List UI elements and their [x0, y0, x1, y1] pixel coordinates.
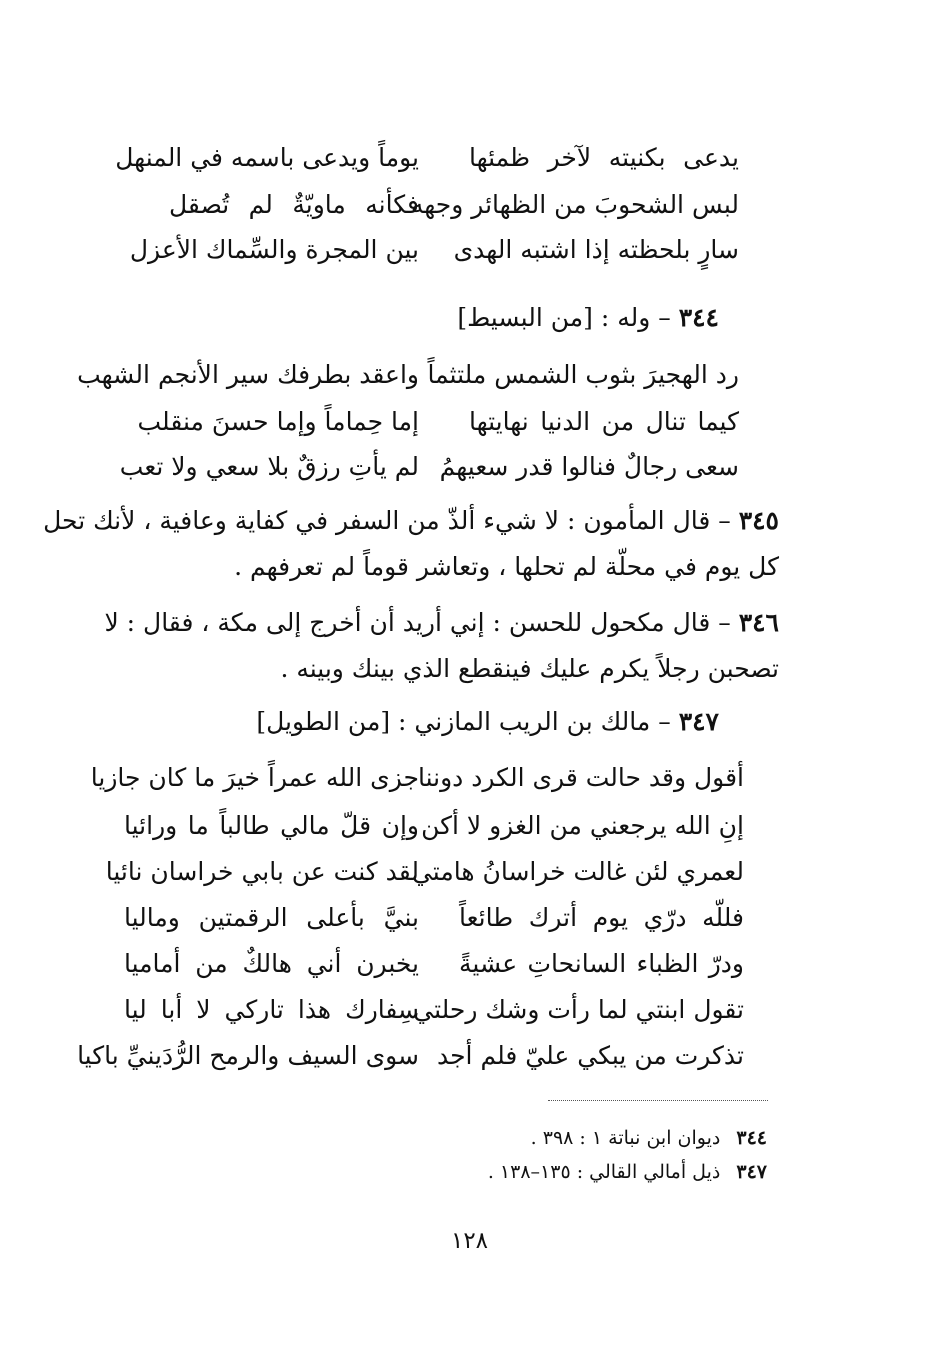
verse-second-hemistich: سوى السيف والرمح الرُّدَينيِّ باكيا: [77, 1041, 419, 1070]
verse-second-hemistich: يوماً ويدعى باسمه في المنهل: [115, 143, 419, 172]
footnote: [531, 1124, 767, 1152]
verse-line: [169, 185, 739, 225]
verse-second-hemistich: واعقد بطرفك سير الأنجم الشهب: [77, 360, 419, 389]
verse-second-hemistich: وإن قلّ مالي طالباً ما ورائيا: [124, 811, 419, 840]
verse-line: [77, 1036, 744, 1076]
verse-line: [124, 990, 744, 1030]
footnote-separator: [548, 1100, 768, 1101]
prose-line: تصحبن رجلاً يكرم عليك فينقطع الذي بينك وبينه .: [280, 654, 779, 683]
footnote-number: ٣٤٧: [736, 1161, 767, 1183]
entry-number: ٣٤٤: [678, 303, 719, 332]
verse-line: [105, 852, 744, 892]
verse-line: [90, 758, 744, 798]
verse-first-hemistich: ودرّ الظباء السانحاتِ عشيةً: [459, 949, 744, 978]
verse-line: [139, 402, 739, 442]
verse-line: [119, 447, 739, 487]
page-number: ١٢٨: [450, 1228, 489, 1254]
footnote: [488, 1158, 767, 1186]
verse-line: [124, 944, 744, 984]
prose-line: [43, 498, 779, 544]
verse-line: [129, 230, 739, 270]
verse-second-hemistich: لقد كنت عن بابي خراسان نائيا: [105, 857, 419, 886]
prose-line: [104, 600, 779, 646]
verse-first-hemistich: لعمري لئن غالت خراسانُ هامتي: [411, 857, 744, 886]
verse-second-hemistich: لم يأتِ رزقٌ بلا سعي ولا تعب: [119, 452, 419, 481]
verse-second-hemistich: يخبرن أني هالكٌ من أماميا: [124, 949, 419, 978]
verse-line: [124, 898, 744, 938]
verse-second-hemistich: جزى الله عمراً خيرَ ما كان جازيا: [90, 763, 419, 792]
verse-first-hemistich: إنِ الله يرجعني من الغزو لا أكن: [421, 811, 744, 840]
verse-first-hemistich: فللّه درّي يوم أترك طائعاً: [459, 903, 744, 932]
verse-first-hemistich: يدعى بكنيته لآخر ظمئها: [469, 143, 739, 172]
verse-line: [124, 806, 744, 846]
verse-second-hemistich: سِفارك هذا تاركي لا أبا ليا: [124, 995, 419, 1024]
prose-line: كل يوم في محلّة لم تحلها ، وتعاشر قوماً لم تعرفهم .: [234, 552, 779, 581]
verse-line: [115, 138, 739, 178]
footnote-text: ديوان ابن نباتة ١ : ٣٩٨ .: [530, 1127, 721, 1149]
verse-second-hemistich: إما حِماماً وإما حسنَ منقلب: [137, 407, 419, 436]
verse-first-hemistich: أقول وقد حالت قرى الكرد دوننا: [417, 763, 744, 792]
footnote-text: ذيل أمالي القالي : ١٣٥–١٣٨ .: [487, 1161, 721, 1183]
footnote-number: ٣٤٤: [736, 1127, 767, 1149]
verse-first-hemistich: تقول ابنتي لما رأت وشك رحلتي: [413, 995, 744, 1024]
verse-first-hemistich: سعى رجالٌ فنالوا قدر سعيهمُ: [439, 452, 739, 481]
entry-number: ٣٤٧: [678, 707, 719, 736]
verse-second-hemistich: بين المجرة والسِّماك الأعزل: [129, 235, 419, 264]
verse-first-hemistich: سارٍ بلحظته إذا اشتبه الهدى: [453, 235, 739, 264]
entry-number: ٣٤٦: [738, 608, 779, 637]
prose-paragraph-346: [104, 600, 779, 692]
entry-heading-347: [256, 702, 719, 742]
entry-heading-344: [457, 298, 719, 338]
verse-first-hemistich: لبس الشحوبَ من الظهائر وجهه: [410, 190, 739, 219]
entry-number: ٣٤٥: [738, 506, 779, 535]
entry-heading-text: – وله : [من البسيط]: [457, 303, 671, 332]
verse-first-hemistich: كيما تنال من الدنيا نهايتها: [469, 407, 739, 436]
prose-text: – قال المأمون : لا شيء ألذّ من السفر في كفاية وعافية ، لأنك تحل: [43, 506, 731, 535]
verse-line: [77, 355, 739, 395]
verse-first-hemistich: تذكرت من يبكي عليّ فلم أجد: [436, 1041, 744, 1070]
entry-heading-text: – مالك بن الريب المازني : [من الطويل]: [256, 707, 671, 736]
prose-text: – قال مكحول للحسن : إني أريد أن أخرج إلى مكة ، فقال : لا: [104, 608, 731, 637]
verse-second-hemistich: فكأنه ماويّةٌ لم تُصقل: [169, 190, 419, 219]
verse-second-hemistich: بنيَّ بأعلى الرقمتين وماليا: [124, 903, 419, 932]
verse-first-hemistich: رد الهجيرَ بثوب الشمس ملتثماً: [427, 360, 739, 389]
prose-paragraph-345: [43, 498, 779, 590]
